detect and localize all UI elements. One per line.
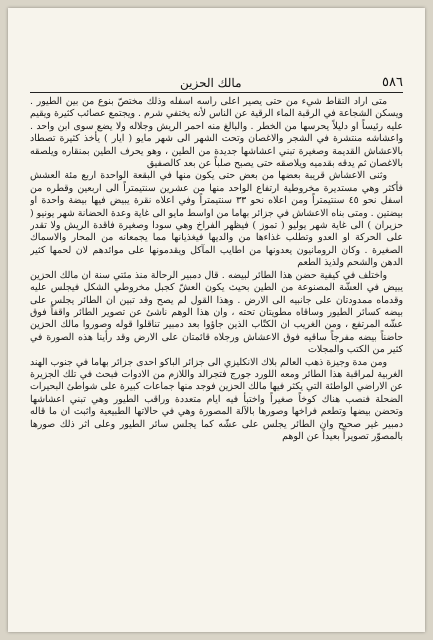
paragraph: وثنى الاعشاش قريبة بعضها من بعض حتى يكون منها في البقعة الواحدة اربع مئة العشش فأكثر وهي مستديرة مخروطية ارتفاع الواحد منها من عشرين سنتيمتراً الى اربعين وقطره من اسفل نحو ٤٥ سنتيمتراً ومن اعلاه نحو ٣٣ سنتيمتراً وفي اعلاه نقرة يبيض فيها بيضة واحدة او بيضتين . ومتى بناه الاعشاش في جزائر بهاما من اواسط مايو الى غاية وعدة الحضانة شهر يونيو ( حزيران ) الى غاية شهر يوليو ( تموز ) فيظهر الفراخ وهي سودا وصغيرة فاقدة الريش ولا تقدر على الحركة او العدو وتطلب غذاءها من والديها فيغذيانها مما يجمعانه من المحار والاسماك الصغيرة . وكان الرومانيون يعدونها من اطايب المآكل ويقدمونها على موائدهم لان لحمها كثير الدهن والشحم ولذيذ الطعم — [30, 170, 403, 269]
paragraph: متى اراد التقاط شيء من حتى يصير اعلى رأسه اسفله وذلك مختصّ بنوع من بين الطيور . ويسكن الشجاعة في الرقبة الماء الرقية عن الناس لأنه يختفي شرم . ويجتمع عصائب كثيرة ويقيم عليه رئيساً او دليلاً يحرسها من الخطر . والبالغ منه احمر الريش وجلاله ولا يضع سوى ابن واحد . واعشاشه منتشرة في الشجر والاغصان وتحت الشهر الى شهر مايو ( ايار ) يأخذ كثيرة تصطاد بالاعشاش القديمة وصغيرة تبني اعشاشها جديدة من الطين ، وهو يحرف الطين بمنقاره ويلصقه بالاغصان ثم يدقه بقدميه ويلاصقه حتى يصبح صلباً عن بعد كالصفيق — [30, 96, 403, 170]
paragraph: ومن مدة وجيزة ذهب العالم بلاك الانكليزي الى جزائر الباكو احدى جزائر بهاما في جنوب الهند الغربية لمراقبة هذا الطائر ومعه اللورد جورج فتجرالد واللازم من الادوات فبحث في تلك الجزيرة عن الاراضي الواطئة التي يكثر فيها مالك الحزين فوجد منها جماعات كبيرة على شواطئ البحيرات الضحلة فنصب هناك كوخاً صغيراً واختبأ فيه ايام متعددة وراقب الطيور وهي تبني اعشاشها وتحضن بيضها وتطعم فراخها وصورها بالآلة المصورة وهي في حالاتها الطبيعية واثبت ان ما قاله دمبير غير صحيح وان الطائر يجلس على عشّه كما يجلس سائر الطيور وعلى اثر ذلك صورها بالمصوّر تصويراً بعيداً عن الوهم — [30, 356, 403, 442]
paragraph: واختلف في كيفية حضن هذا الطائر لبيضه . قال دمبير الرحالة منذ مئتي سنة ان مالك الحزين يبيض في العشّة المصنوعة من الطين بحيث يكون العشّ كجبل مخروطي الشكل فيجلس عليه وقدماه ممدودتان على جانبيه الى الارض . وهذا القول لم يصح وقد تبين ان الطائر يجلس على بيضه كسائر الطيور وساقاه مطويتان تحته ، وان هذا الوهم ناشئ عن تصوير الطائر واقفاً فوق عشّه المرتفع ، ومن الغريب ان الكتّاب الذين جاؤوا بعد دمبير تناقلوا قوله وصوروا مالك الحزين حاضناً بيضه مفرجاً ساقيه فوق الاعشاش ورجلاه قائمتان على الارض وقد رأينا هذه الصورة في كثير من الكتب والمجلات — [30, 269, 403, 356]
running-title: مالك الحزين — [180, 76, 242, 90]
article-body — [30, 96, 403, 614]
book-page — [8, 8, 425, 632]
page-header — [30, 68, 403, 93]
page-number: ٥٨٦ — [382, 75, 403, 90]
